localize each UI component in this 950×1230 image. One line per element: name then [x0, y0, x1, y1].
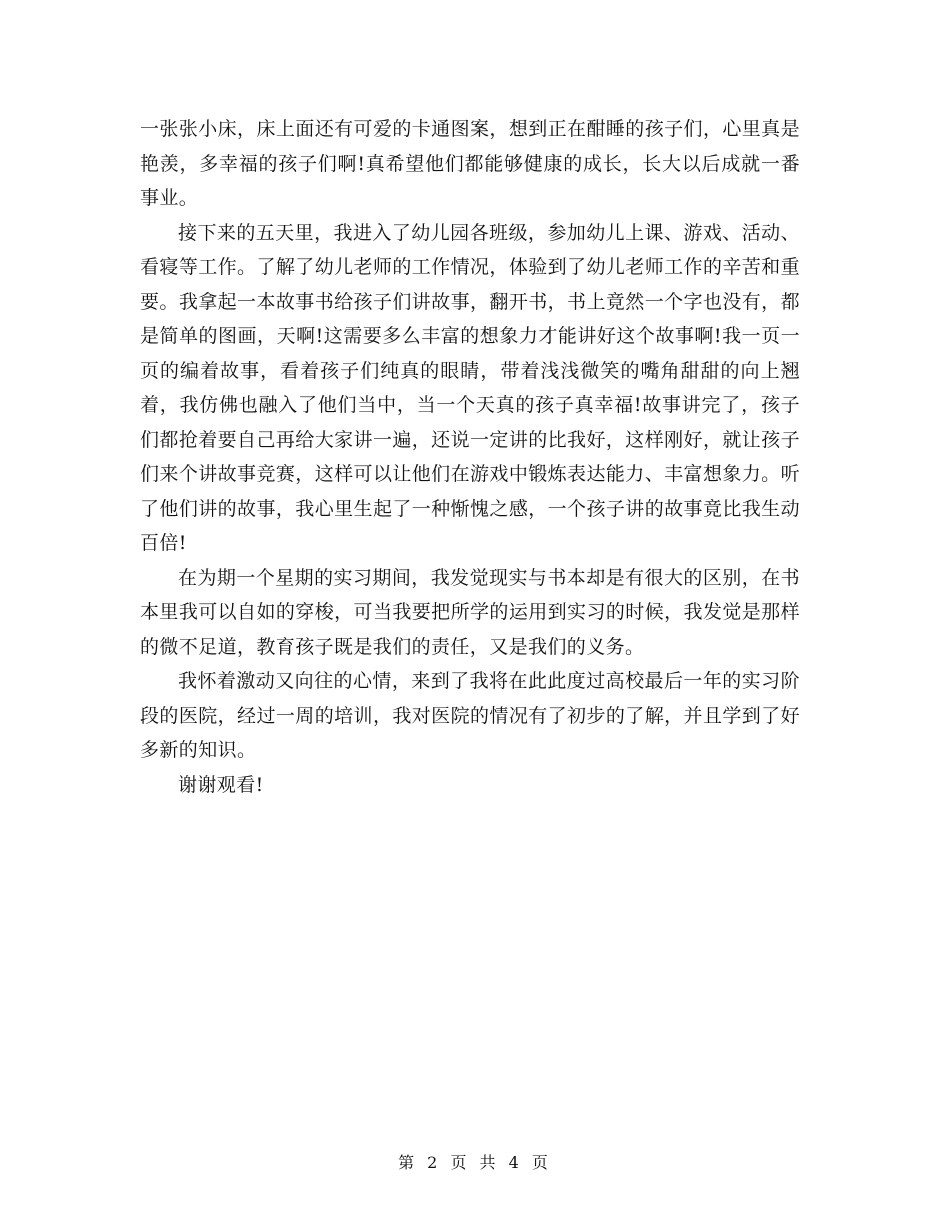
document-body [140, 112, 800, 802]
paragraph-5: 谢谢观看! [178, 773, 264, 796]
paragraph-3: 在为期一个星期的实习期间，我发觉现实与书本却是有很大的区别，在书本里我可以自如的穿梭，可当我要把所学的运用到实习的时候，我发觉是那样的微不足道，教育孩子既是我们的责任，又是我们的义务。 [140, 566, 800, 658]
paragraph-4: 我怀着激动又向往的心情，来到了我将在此此度过高校最后一年的实习阶段的医院，经过一周的培训，我对医院的情况有了初步的了解，并且学到了好多新的知识。 [140, 670, 800, 761]
paragraph-1: 一张张小床，床上面还有可爱的卡通图案，想到正在酣睡的孩子们，心里真是艳羡，多幸福的孩子们啊!真希望他们都能够健康的成长，长大以后成就一番事业。 [140, 118, 800, 209]
paragraph-2: 接下来的五天里，我进入了幼儿园各班级，参加幼儿上课、游戏、活动、看寝等工作。了解了幼儿老师的工作情况，体验到了幼儿老师工作的辛苦和重要。我拿起一本故事书给孩子们讲故事，翻开书，书上竟然一个字也没有，都是简单的图画，天啊!这需要多么丰富的想象力才能讲好这个故事啊!我一页一页的编着故事，看着孩子们纯真的眼睛，带着浅浅微笑的嘴角甜甜的向上翘着，我仿佛也融入了他们当中，当一个天真的孩子真幸福!故事讲完了，孩子们都抢着要自己再给大家讲一遍，还说一定讲的比我好，这样刚好，就让孩子们来个讲故事竞赛，这样可以让他们在游戏中锻炼表达能力、丰富想象力。听了他们讲的故事，我心里生起了一种惭愧之感，一个孩子讲的故事竟比我生动百倍! [140, 221, 800, 554]
page-footer: 第 2 页 共 4 页 [398, 1153, 552, 1172]
